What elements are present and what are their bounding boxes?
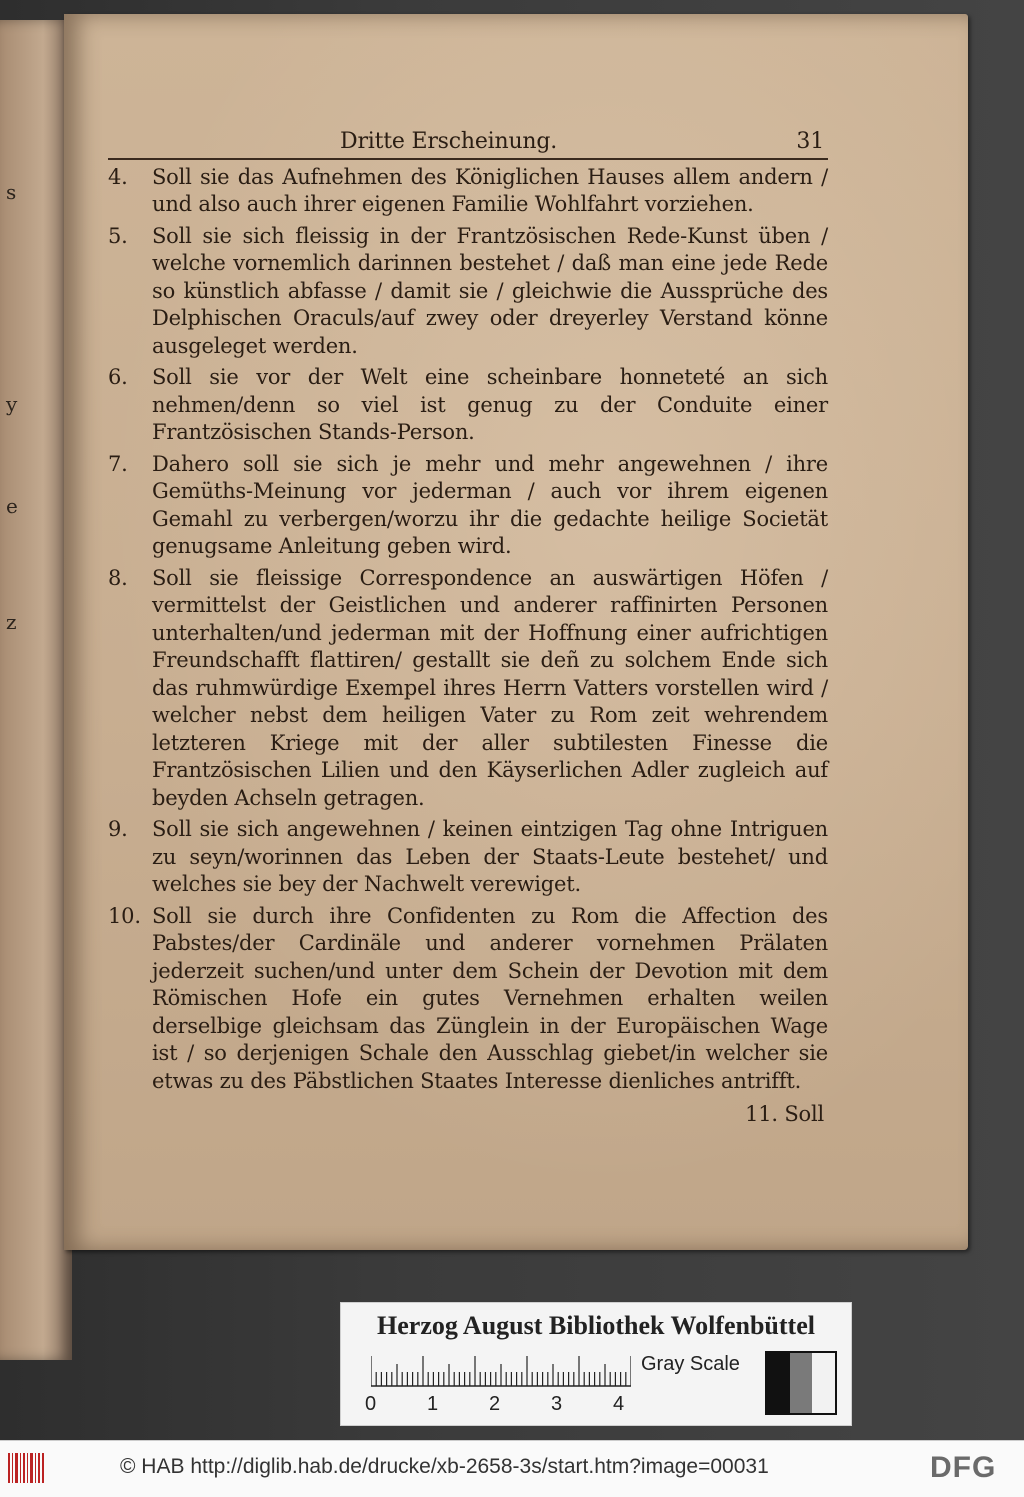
- list-item: [108, 164, 828, 219]
- ruler-number: 3: [551, 1393, 563, 1415]
- gray-scale-swatches: [765, 1351, 837, 1415]
- prev-page-mark: y: [6, 392, 18, 416]
- swatch-gray: [790, 1353, 813, 1413]
- ruler-number: 4: [613, 1393, 625, 1415]
- item-text: Soll sie durch ihre Confidenten zu Rom die Affection des Pabstes/der Cardinäle und anderer vornehmen Prälaten jederzeit suchen/und unter dem Schein der Devotion mit dem Römischen Hofe ein gutes Vernehmen erhalten weilen derselbige gleichsam das Zünglein in der Europäischen Wage ist / so derjenigen Schale den Ausschlag giebet/in welcher sie etwas zu des Päbstlichen Staates Interesse dienliches antrifft.: [152, 903, 828, 1093]
- prev-page-mark: z: [6, 610, 17, 634]
- list-item: [108, 364, 828, 447]
- barcode-icon: [8, 1453, 46, 1483]
- list-item: [108, 903, 828, 1096]
- previous-page-edge: [0, 20, 72, 1360]
- ruler-number: 0: [365, 1393, 377, 1415]
- page-number: 31: [796, 129, 824, 154]
- item-text: Dahero soll sie sich je mehr und mehr angewehnen / ihre Gemüths-Meinung vor jederman / auch vor ihrem eigenen Gemahl zu verbergen/worzu ihr die gedachte heilige Societät genugsame Anleitung geben wird.: [152, 451, 828, 558]
- item-number: 6.: [108, 365, 128, 389]
- running-header: [108, 128, 828, 160]
- item-number: 10.: [108, 903, 141, 928]
- item-text: Soll sie sich angewehnen / keinen eintzigen Tag ohne Intriguen zu seyn/worinnen das Leben der Staats-Leute bestehet/ und welches sie bey der Nachwelt verewiget.: [152, 817, 828, 896]
- item-text: Soll sie fleissige Correspondence an auswärtigen Höfen / vermittelst der Geistlichen und anderer raffinirten Personen unterhalten/und jederman mit der Hoffnung einer aufrichtigen Freundschafft flattiren/ gestallt sie deñ zu solchem Ende sich das ruhmwürdige Exempel ihres Herrn Vatters vorstellen wird / welcher nebst dem heiligen Vater zu Rom zeit wehrendem letzteren Kriege mit der aller subtilesten Finesse die Frantzösischen Lilien und den Käyserlichen Adler zugleich auf beyden Achseln getragen.: [152, 565, 828, 810]
- list-item: [108, 223, 828, 361]
- prev-page-mark: e: [6, 494, 18, 518]
- item-text: Soll sie das Aufnehmen des Königlichen Hauses allem andern / und also auch ihrer eigenen Familie Wohlfahrt vorziehen.: [152, 164, 828, 216]
- swatch-white: [812, 1353, 835, 1413]
- swatch-black: [767, 1353, 790, 1413]
- gray-scale-label: Gray Scale: [641, 1353, 740, 1375]
- ruler-number: 1: [427, 1393, 439, 1415]
- item-number: 8.: [108, 565, 128, 590]
- viewer-footer: [0, 1440, 1024, 1497]
- item-number: 5.: [108, 223, 128, 248]
- dfg-logo: DFG: [930, 1451, 997, 1484]
- prev-page-mark: s: [6, 180, 17, 204]
- library-color-scale-label: [340, 1302, 852, 1426]
- list-item: [108, 816, 828, 899]
- item-text: Soll sie vor der Welt eine scheinbare honneteté an sich nehmen/denn so viel ist genug zu der Conduite einer Frantzösischen Stands-Person.: [152, 365, 828, 444]
- ruler-number: 2: [489, 1393, 501, 1415]
- item-number: 4.: [108, 164, 128, 189]
- list-item: [108, 565, 828, 813]
- ruler-numbers: [365, 1393, 655, 1417]
- copyright-url[interactable]: © HAB http://diglib.hab.de/drucke/xb-2658-3s/start.htm?image=00031: [120, 1455, 769, 1478]
- item-number: 7.: [108, 451, 128, 476]
- catchword: 11. Soll: [745, 1102, 824, 1126]
- page-text: [108, 128, 828, 1129]
- list-item: [108, 451, 828, 561]
- ruler-icon: [371, 1353, 631, 1387]
- running-head-title: Dritte Erscheinung.: [340, 129, 558, 154]
- item-number: 9.: [108, 817, 128, 841]
- library-name: Herzog August Bibliothek Wolfenbüttel: [377, 1311, 815, 1340]
- item-text: Soll sie sich fleissig in der Frantzösischen Rede-Kunst üben / welche vornemlich darinnen bestehet / daß man eine jede Rede so künstlich abfasse / damit sie / gleichwie die Aussprüche des Delphischen Oraculs/auf zwey oder dreyerley Verstand könne ausgeleget werden.: [152, 223, 828, 358]
